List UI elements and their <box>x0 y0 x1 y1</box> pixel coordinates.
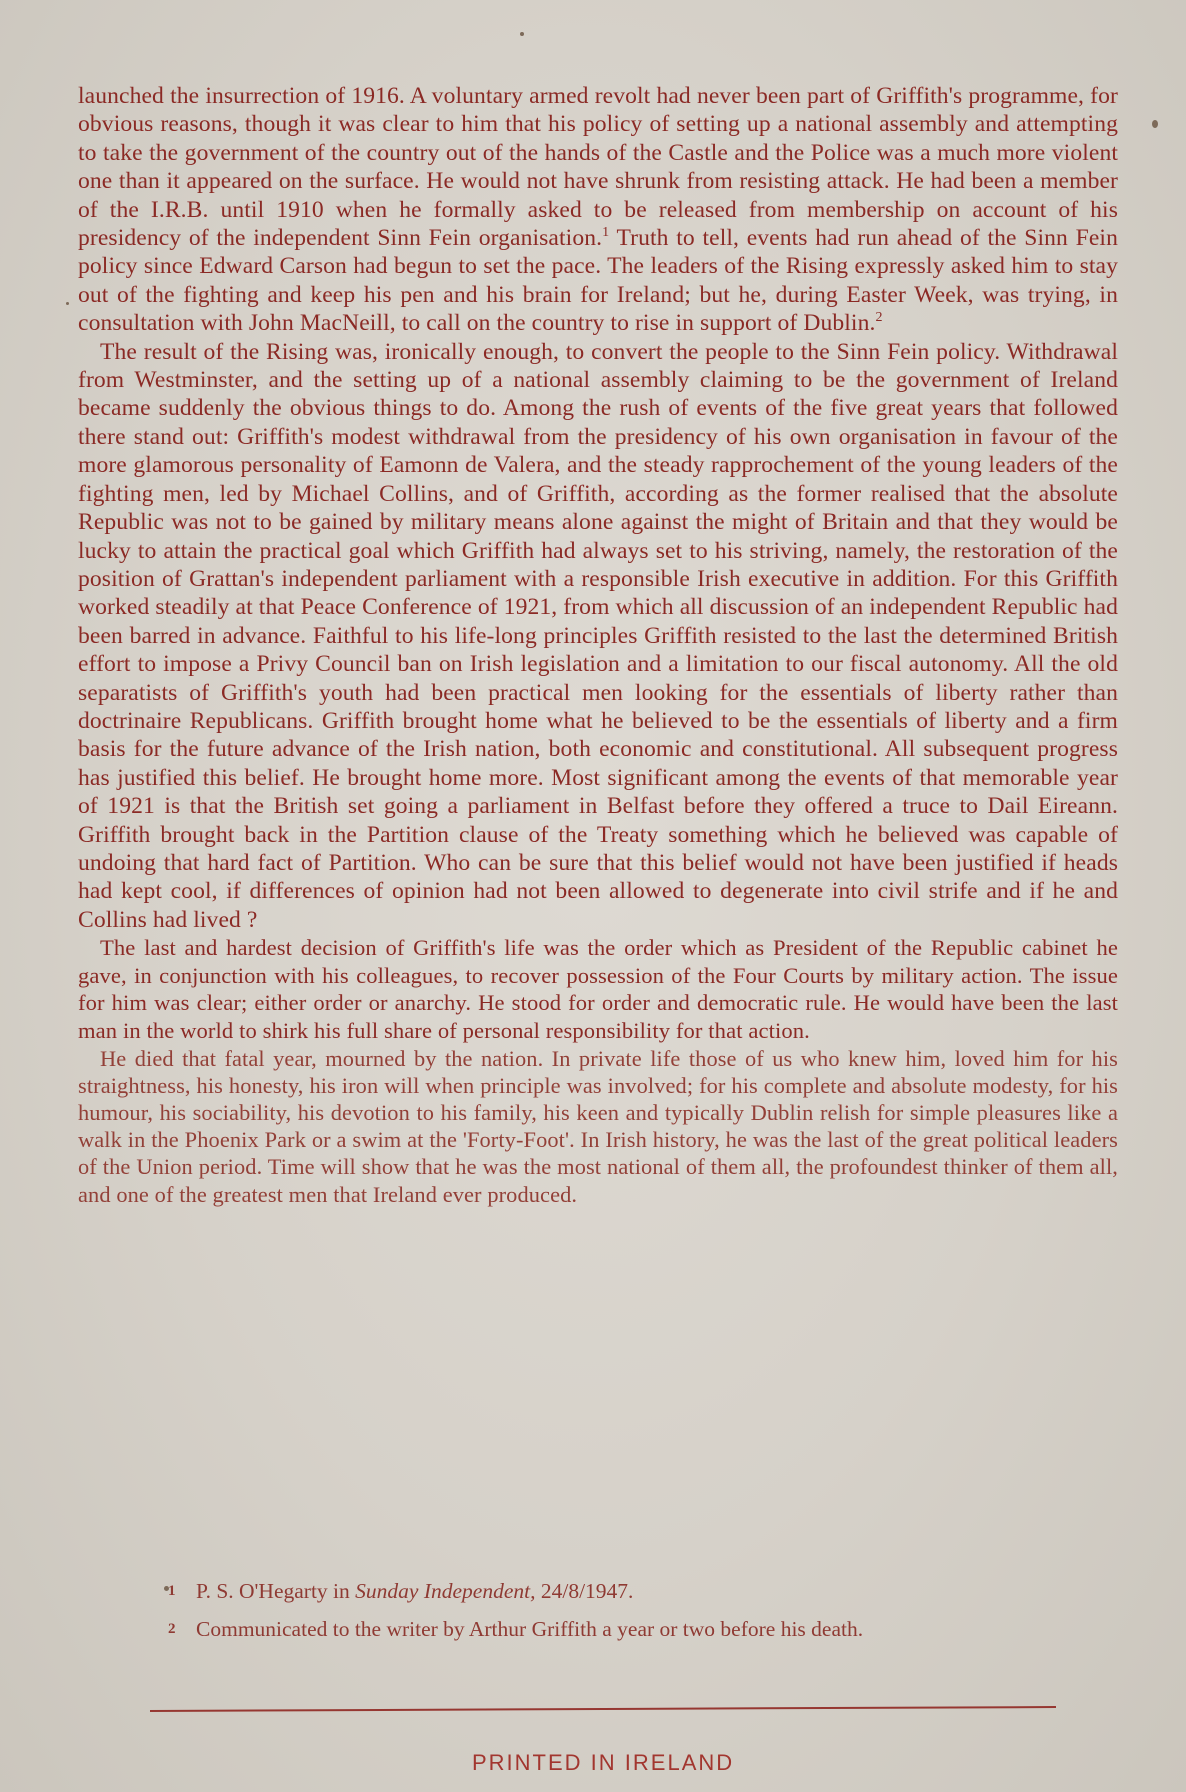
footnote-1-text <box>196 1578 633 1604</box>
paper-speck <box>66 302 69 305</box>
footnote-ref-2: 2 <box>875 310 883 326</box>
footnote-2 <box>168 1616 1060 1642</box>
footnote-1 <box>168 1578 1060 1604</box>
footnote-2-mark: 2 <box>168 1621 176 1637</box>
footnotes <box>168 1578 1060 1654</box>
paragraph-3: The last and hardest decision of Griffith's life was the order which as President of the Republic cabinet he gave, in conjunction with his colleagues, to recover possession of the Four Courts by military action. The issue for him was clear; either order or anarchy. He stood for order and democratic rule. He would have been the last man in the world to shirk his full share of personal responsibility for that action. <box>78 935 1118 1043</box>
paragraph-4: He died that fatal year, mourned by the nation. In private life those of us who knew him, loved him for his straightness, his honesty, his iron will when principle was involved; for his complete and absolute modesty, for his humour, his sociability, his devotion to his family, his keen and typically Dublin relish for simple pleasures like a walk in the Phoenix Park or a swim at the 'Forty-Foot'. In Irish history, he was the last of the great political leaders of the Union period. Time will show that he was the most national of them all, the profoundest thinker of them all, and one of the greatest men that Ireland ever produced. <box>78 1045 1118 1207</box>
printer-imprint: PRINTED IN IRELAND <box>472 1750 735 1775</box>
footnote-1-source: Sunday Independent, <box>355 1579 536 1603</box>
paragraph-2: The result of the Rising was, ironically enough, to convert the people to the Sinn Fein policy. Withdrawal from Westminster, and the setting up of a national assembly claiming to be the government of Ireland became suddenly the obvious things to do. Among the rush of events of the five great years that followed there stand out: Griffith's modest withdrawal from the presidency of his own organisation in favour of the more glamorous personality of Eamonn de Valera, and the steady rapprochement of the young leaders of the fighting men, led by Michael Collins, and of Griffith, according as the former realised that the absolute Republic was not to be gained by military means alone against the might of Britain and that they would be lucky to attain the practical goal which Griffith had always set to his striving, namely, the restoration of the position of Grattan's independent parliament with a responsible Irish executive in addition. For this Griffith worked steadily at that Peace Conference of 1921, from which all discussion of an independent Republic had been barred in advance. Faithful to his life-long principles Griffith resisted to the last the determined British effort to impose a Privy Council ban on Irish legislation and a limitation to our fiscal autonomy. All the old separatists of Griffith's youth had been practical men looking for the essentials of liberty rather than doctrinaire Republicans. Griffith brought home what he believed to be the essentials of liberty and a firm basis for the future advance of the Irish nation, both economic and constitutional. All subsequent progress has justified this belief. He brought home more. Most significant among the events of that memorable year of 1921 is that the British set going a parliament in Belfast before they offered a truce to Dail Eireann. Griffith brought back in the Partition clause of the Treaty something which he believed was capable of undoing that hard fact of Partition. Who can be sure that this belief would not have been justified if heads had kept cool, if differences of opinion had not been allowed to degenerate into civil strife and if he and Collins had lived ? <box>78 338 1118 933</box>
footnote-1-prefix: P. S. O'Hegarty in <box>196 1579 356 1603</box>
footnote-2-text: Communicated to the writer by Arthur Griffith a year or two before his death. <box>196 1617 864 1641</box>
footnote-ref-1: 1 <box>602 225 610 241</box>
body-text <box>78 82 1118 1208</box>
paper-speck <box>1152 120 1158 128</box>
paragraph-1-continued: Truth to tell, events had run ahead of the Sinn Fein policy since Edward Carson had begun to set the pace. The leaders of the Rising expressly asked him to stay out of the fighting and keep his pen and his brain for Ireland; but he, during Easter Week, was trying, in consultation with John MacNeill, to call on the country to rise in support of Dublin. <box>78 225 1118 337</box>
footer-rule <box>150 1706 1056 1712</box>
paragraph-1 <box>78 82 1118 338</box>
footnote-1-date: 24/8/1947. <box>535 1579 634 1603</box>
paragraph-1-text: launched the insurrection of 1916. A voluntary armed revolt had never been part of Griffith's programme, for obvious reasons, though it was clear to him that his policy of setting up a national assembly and attempting to take the government of the country out of the hands of the Castle and the Police was a much more violent one than it appeared on the surface. He would not have shrunk from resisting attack. He had been a member of the I.R.B. until 1910 when he formally asked to be released from membership on account of his presidency of the independent Sinn Fein organisation. <box>78 83 1118 252</box>
footnote-1-mark: 1 <box>168 1583 176 1599</box>
paper-speck <box>520 32 524 36</box>
